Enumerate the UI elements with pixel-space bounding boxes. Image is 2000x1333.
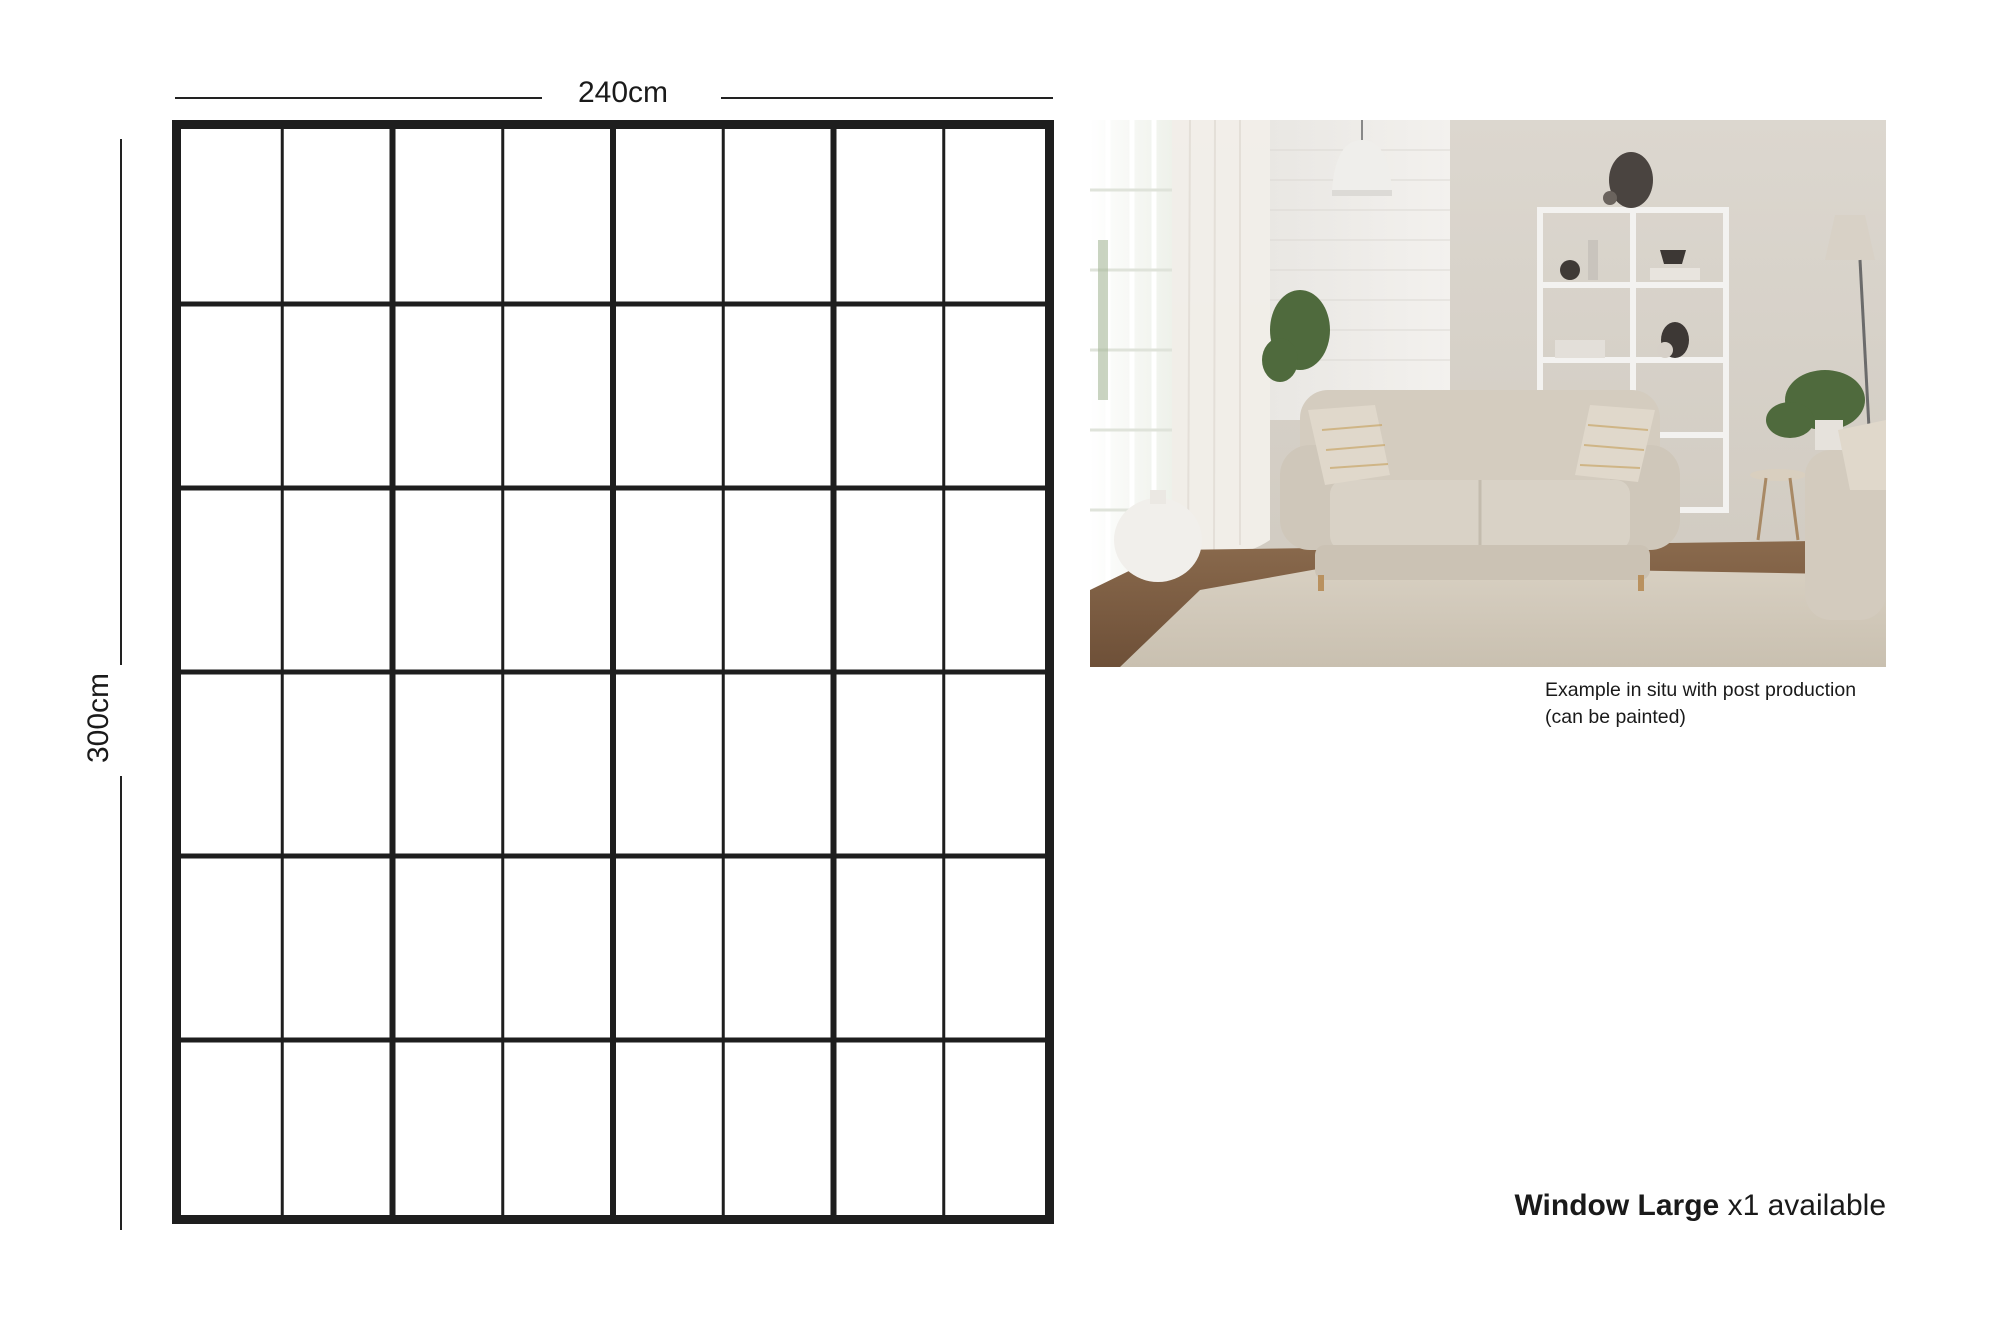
height-dimension-label: 300cm <box>82 672 115 764</box>
width-dimension-line-right <box>721 97 1053 99</box>
caption-line-1: Example in situ with post production <box>1545 679 1857 701</box>
width-dimension-line-left <box>175 97 542 99</box>
height-dimension-line-bottom <box>120 776 122 1230</box>
frame-transom-4 <box>172 854 1054 859</box>
height-dimension-line-top <box>120 139 122 665</box>
availability-quantity: x1 available <box>1727 1189 1886 1222</box>
width-dimension-label: 240cm <box>578 76 669 109</box>
product-name: Window Large <box>1514 1189 1720 1222</box>
photo-caption <box>1545 677 1856 731</box>
window-frame-drawing <box>172 120 1054 1224</box>
frame-transom-3 <box>172 670 1054 675</box>
frame-transom-5 <box>172 1038 1054 1043</box>
window-frame-image <box>172 120 1054 1224</box>
caption-line-2: (can be painted) <box>1545 706 1686 728</box>
frame-transom-2 <box>172 486 1054 491</box>
availability-line <box>1514 1189 1886 1223</box>
in-situ-photo <box>1090 120 1886 667</box>
frame-transom-1 <box>172 302 1054 307</box>
